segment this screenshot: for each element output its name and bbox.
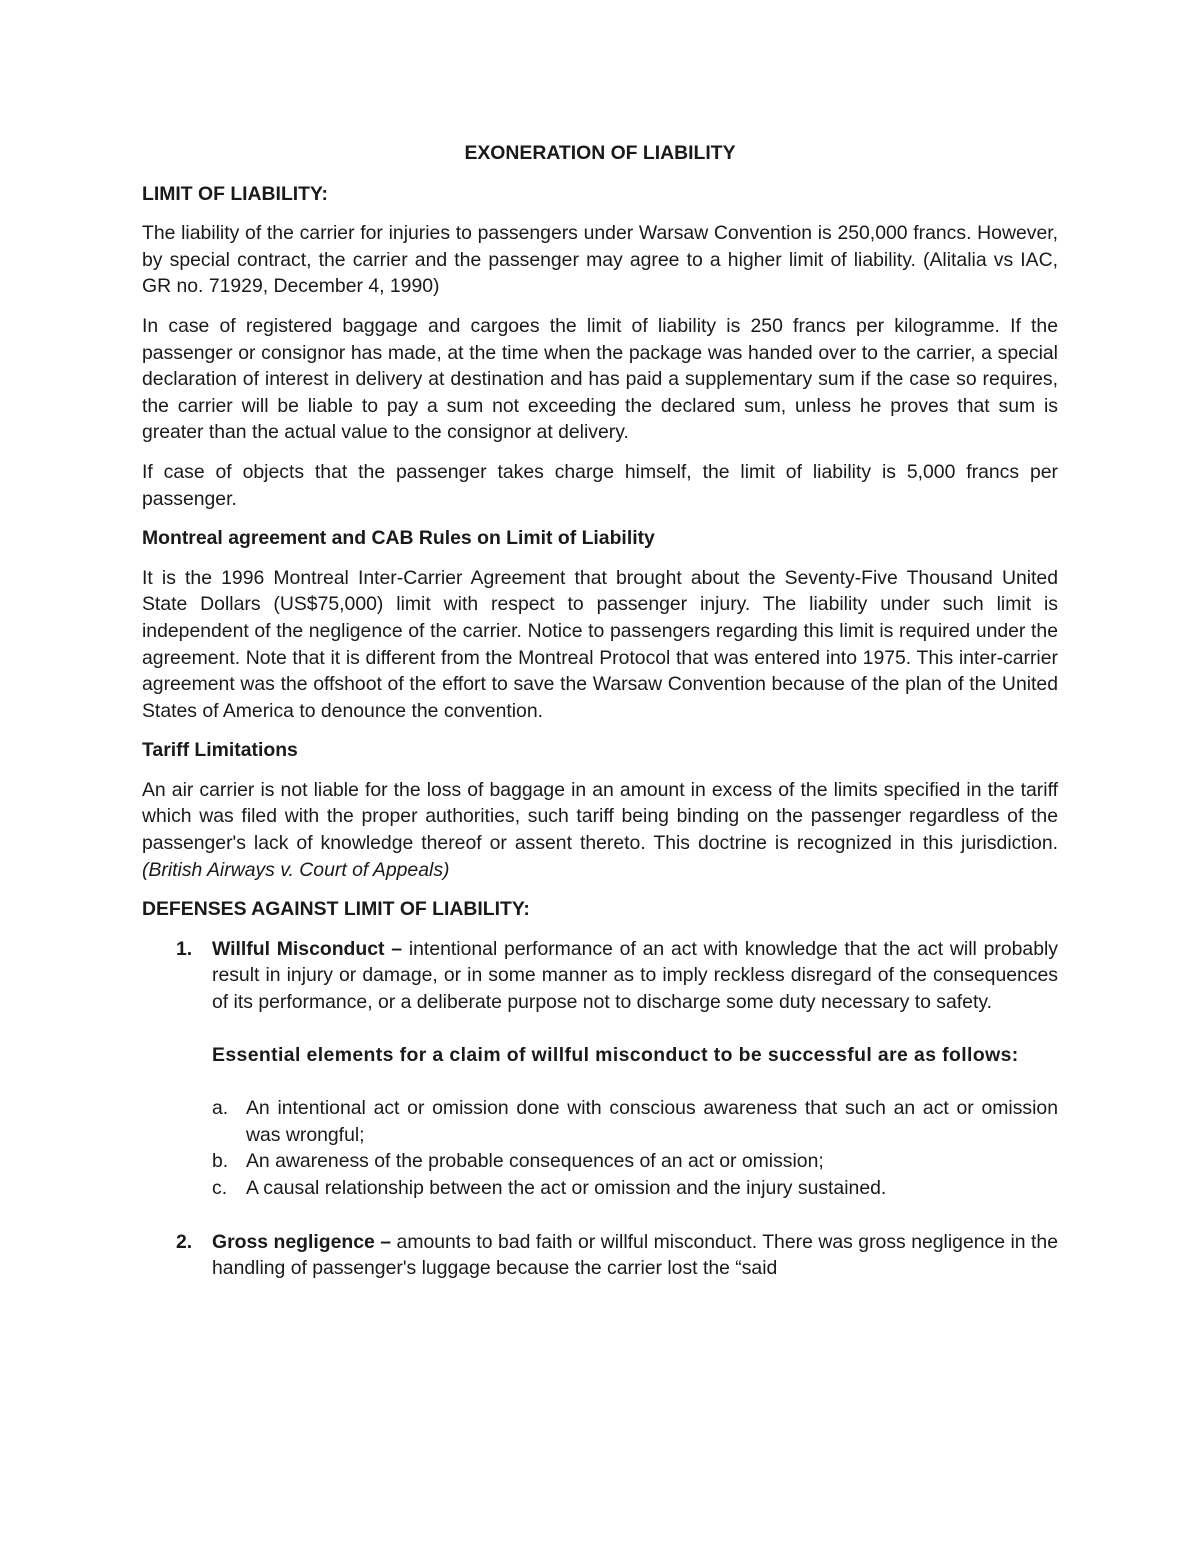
- defense-term: Willful Misconduct –: [212, 937, 403, 960]
- document-title: EXONERATION OF LIABILITY: [464, 142, 736, 164]
- limit-paragraph-3: If case of objects that the passenger takes charge himself, the limit of liability is 5,000 francs per passenger.: [142, 460, 1058, 510]
- list-item-text: A causal relationship between the act or omission and the injury sustained.: [246, 1177, 887, 1199]
- list-item-text: An awareness of the probable consequences of an act or omission;: [246, 1150, 824, 1173]
- list-marker: c.: [212, 1177, 228, 1199]
- defense-term: Gross negligence –: [212, 1230, 392, 1253]
- tariff-paragraph: [142, 777, 1058, 883]
- defenses-heading: DEFENSES AGAINST LIMIT OF LIABILITY:: [142, 898, 530, 921]
- defenses-list: [142, 936, 1058, 1282]
- limit-paragraph-1: The liability of the carrier for injuries to passengers under Warsaw Convention is 250,000 francs. However, by special contract, the carrier and the passenger may agree to a higher limit of liability. (Alitalia vs IAC, GR no. 71929, December 4, 1990): [142, 222, 1058, 298]
- tariff-limitations-heading: Tariff Limitations: [142, 739, 298, 762]
- defense-item-text: [212, 1229, 1058, 1282]
- montreal-paragraph: It is the 1996 Montreal Inter-Carrier Agreement that brought about the Seventy-Five Thousand United State Dollars (US$75,000) limit with respect to passenger injury. The liability under such limit is independent of the negligence of the carrier. Notice to passengers regarding this limit is required under the agreement. Note that it is different from the Montreal Protocol that was entered into 1975. This inter-carrier agreement was the offshoot of the effort to save the Warsaw Convention because of the plan of the United States of America to denounce the convention.: [142, 566, 1058, 722]
- list-item: [212, 1175, 1058, 1202]
- list-item-text: An intentional act or omission done with conscious awareness that such an act or omission was wrongful;: [246, 1097, 1058, 1146]
- defense-item-willful-misconduct: [142, 936, 1058, 1202]
- list-marker: b.: [212, 1150, 229, 1173]
- tariff-paragraph-text: An air carrier is not liable for the loss of baggage in an amount in excess of the limits specified in the tariff which was filed with the proper authorities, such tariff being binding on the passenger regardless of the passenger's lack of knowledge thereof or assent thereto. This doctrine is recognized in this jurisdiction.: [142, 778, 1058, 855]
- defense-definition: intentional performance of an act with knowledge that the act will probably result in injury or damage, or in some manner as to imply reckless disregard of the consequences of its performance, or a deliberate purpose not to discharge some duty necessary to safety.: [212, 937, 1058, 1014]
- list-marker: a.: [212, 1097, 229, 1120]
- montreal-agreement-heading: Montreal agreement and CAB Rules on Limit of Liability: [142, 527, 655, 550]
- list-number: 2.: [176, 1230, 193, 1253]
- list-item: [212, 1095, 1058, 1148]
- essential-elements-list: [212, 1095, 1058, 1201]
- defense-item-text: [212, 936, 1058, 1016]
- limit-of-liability-heading: LIMIT OF LIABILITY:: [142, 182, 328, 205]
- limit-paragraph-2: In case of registered baggage and cargoes the limit of liability is 250 francs per kilogramme. If the passenger or consignor has made, at the time when the package was handed over to the carrier, a special declaration of interest in delivery at destination and has paid a supplementary sum if the case so requires, the carrier will be liable to pay a sum not exceeding the declared sum, unless he proves that sum is greater than the actual value to the consignor at delivery.: [142, 314, 1058, 444]
- list-number: 1.: [176, 937, 193, 960]
- document-page: [142, 140, 1058, 1282]
- defense-item-gross-negligence: [142, 1229, 1058, 1282]
- list-item: [212, 1148, 1058, 1175]
- defense-definition: amounts to bad faith or willful misconduct. There was gross negligence in the handling of passenger's luggage because the carrier lost the “said: [212, 1230, 1058, 1280]
- tariff-citation: (British Airways v. Court of Appeals): [142, 858, 450, 881]
- essential-elements-heading: Essential elements for a claim of willful misconduct to be successful are as follows:: [212, 1043, 1019, 1066]
